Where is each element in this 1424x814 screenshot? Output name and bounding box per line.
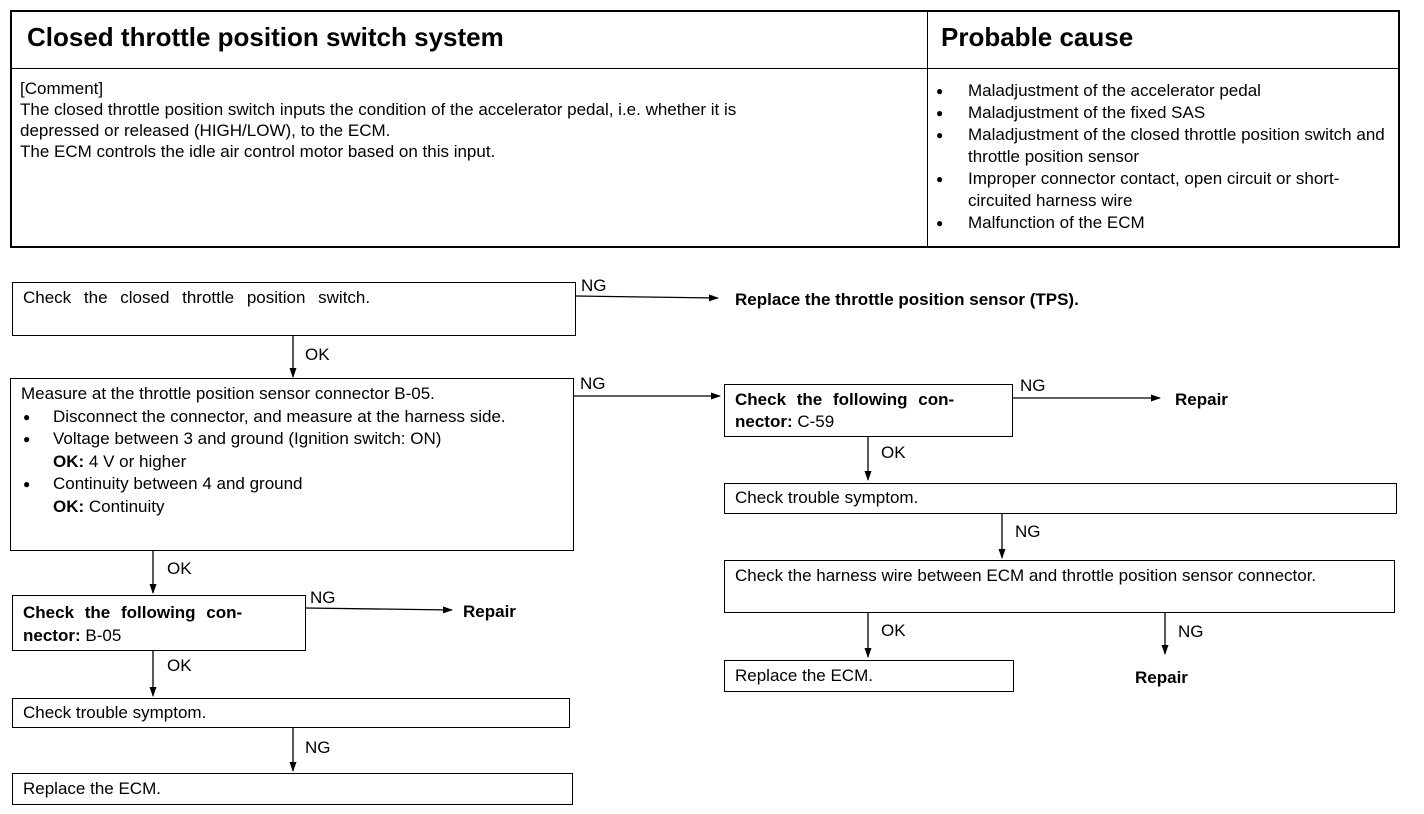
comment-line: The closed throttle position switch inputs the condition of the accelerator pedal, i.e. whether it is: [20, 100, 737, 119]
ng-arrow: [575, 296, 718, 298]
cause-item: ● Maladjustment of the accelerator pedal: [932, 80, 1397, 102]
ng-label: NG: [1015, 522, 1041, 541]
ng-arrow: [305, 608, 452, 610]
step2-title: Measure at the throttle position sensor connector B-05.: [21, 384, 435, 403]
check-closed-throttle-switch-box: [12, 282, 576, 336]
step2-bullet: ● Disconnect the connector, and measure at the harness side.: [21, 406, 563, 429]
comment-line: [Comment]: [20, 79, 104, 98]
ok-label: OK: [881, 621, 906, 640]
check-trouble-symptom-box: [12, 698, 570, 728]
comment-line: depressed or released (HIGH/LOW), to the ECM.: [20, 121, 391, 140]
connector-check-label: Check the following con- nector:: [735, 390, 955, 431]
cause-item: ● Malfunction of the ECM: [932, 212, 1397, 234]
ok-label: OK: [167, 559, 192, 578]
step2-ok-spec: [21, 451, 563, 474]
ng-label: NG: [1178, 622, 1204, 641]
ok-label: OK: [881, 443, 906, 462]
connector-check-label: Check the following con- nector:: [23, 603, 243, 645]
replace-ecm-box: [724, 660, 1014, 692]
ok-spec-value: Continuity: [88, 496, 165, 516]
step2-bullet: ● Voltage between 3 and ground (Ignition switch: ON): [21, 428, 563, 451]
connector-id: B-05: [85, 626, 122, 645]
check-connector-c59-box: [724, 384, 1013, 437]
ng-label: NG: [580, 374, 606, 393]
repair-result: Repair: [463, 602, 516, 621]
trouble-symptom-text: Check trouble symptom.: [735, 488, 919, 507]
probable-cause-title: Probable cause: [941, 22, 1134, 52]
ng-label: NG: [310, 588, 336, 607]
harness-text: Check the harness wire between ECM and throttle position sensor connector.: [735, 566, 1317, 585]
ok-spec-label: OK:: [53, 451, 85, 471]
comment-line: The ECM controls the idle air control motor based on this input.: [20, 142, 496, 161]
replace-ecm-text: Replace the ECM.: [735, 666, 873, 685]
cause-item: ● Maladjustment of the fixed SAS: [932, 102, 1397, 124]
step1-text: Check the closed throttle position switch.: [23, 288, 371, 307]
check-connector-b05-box: [12, 595, 306, 651]
step2-ok-spec: [21, 496, 563, 519]
connector-id: C-59: [797, 412, 835, 431]
repair-result: Repair: [1175, 390, 1228, 409]
ng-label: NG: [581, 276, 607, 295]
check-harness-wire-box: [724, 560, 1395, 613]
replace-ecm-box: [12, 773, 573, 805]
trouble-symptom-text: Check trouble symptom.: [23, 703, 207, 722]
ok-spec-label: OK:: [53, 496, 85, 516]
ok-label: OK: [305, 345, 330, 364]
ok-spec-value: 4 V or higher: [88, 451, 187, 471]
cause-item: ● Improper connector contact, open circuit or short-circuited harness wire: [932, 168, 1397, 212]
system-title: Closed throttle position switch system: [27, 22, 504, 52]
ng-label: NG: [1020, 376, 1046, 395]
step2-bullet: ● Continuity between 4 and ground: [21, 473, 563, 496]
replace-ecm-text: Replace the ECM.: [23, 779, 161, 798]
ok-label: OK: [167, 656, 192, 675]
repair-result: Repair: [1135, 668, 1188, 687]
replace-tps-result: Replace the throttle position sensor (TPS).: [735, 290, 1079, 309]
ng-label: NG: [305, 738, 331, 757]
measure-tps-connector-box: [10, 378, 574, 551]
check-trouble-symptom-box: [724, 483, 1397, 514]
cause-item: ● Maladjustment of the closed throttle position switch and throttle position sensor: [932, 124, 1397, 168]
